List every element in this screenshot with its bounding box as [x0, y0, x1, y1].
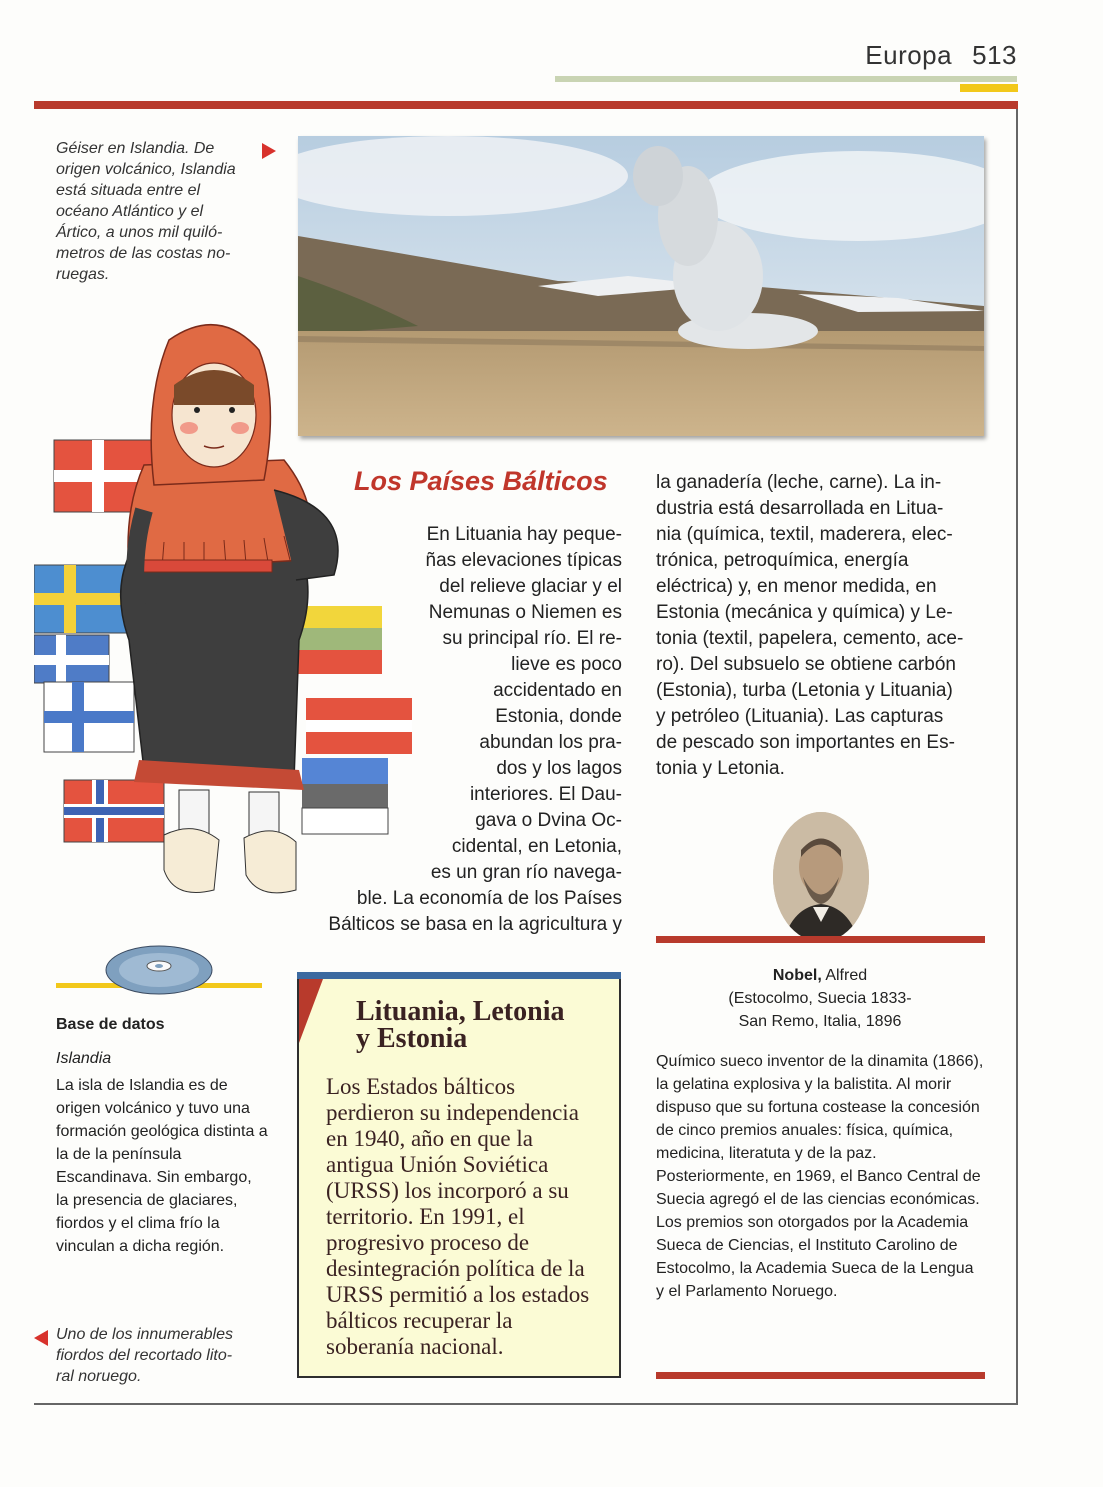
text-line: dos y los lagos — [496, 758, 622, 779]
text-line: cidental, en Letonia, — [451, 836, 622, 857]
geyser-caption — [56, 138, 266, 285]
text-line: trónica, petroquímica, energía — [656, 550, 909, 571]
text-line: interiores. El Dau- — [469, 784, 622, 805]
nobel-rule — [656, 936, 985, 943]
info-box-top-bar — [297, 972, 621, 979]
text-line: (Estonia), turba (Letonia y Lituania) — [656, 680, 953, 701]
caption-line: océano Atlántico y el — [56, 203, 204, 220]
text-line: Estonia, donde — [495, 706, 622, 727]
section-name: Europa — [865, 40, 953, 70]
database-title: Base de datos — [56, 1016, 165, 1033]
arrow-right-icon — [262, 143, 276, 159]
text-line: gava o Dvina Oc- — [475, 810, 622, 831]
cd-icon — [104, 944, 214, 996]
text-line: nia (química, textil, maderera, elec- — [656, 524, 953, 545]
caption-line: Uno de los innumerables — [56, 1326, 233, 1343]
baltic-text-bottom — [296, 886, 622, 938]
text-line: de pescado son importantes en Es- — [656, 732, 955, 753]
top-rule — [34, 101, 1018, 109]
text-line: ro). Del subsuelo se obtiene carbón — [656, 654, 956, 675]
caption-line: metros de las costas no- — [56, 245, 231, 262]
page-number: 513 — [972, 40, 1017, 70]
text-line: Nemunas o Niemen es — [428, 602, 622, 623]
nobel-bio-text: Químico sueco inventor de la dinamita (1866), la gelatina explosiva y la balistita. Al morir dispuso que su fortuna costease la concesión de cinco premios anuales: física, química, medicina, literatuta y de la paz. Posteriormente, en 1969, el Banco Central de Suecia agregó el de las ciencias económicas. Los premios son otorgados por la Academia Sueca de Ciencias, el Instituto Carolino de Estocolmo, la Academia Sueca de la Lengua y el Parlamento Noruego. — [656, 1053, 984, 1300]
box-title-line: y Estonia — [356, 1023, 468, 1054]
nobel-bottom-rule — [656, 1372, 985, 1379]
nobel-death: San Remo, Italia, 1896 — [738, 1013, 902, 1030]
text-line: su principal río. El re- — [442, 628, 622, 649]
sami-girl-illustration — [34, 310, 424, 920]
text-line: ñas elevaciones típicas — [425, 550, 622, 571]
text-line: Estonia (mecánica y química) y Le- — [656, 602, 953, 623]
nobel-heading — [656, 964, 984, 1033]
info-box-corner — [299, 979, 323, 1043]
text-line: accidentado en — [493, 680, 622, 701]
text-line: del relieve glaciar y el — [439, 576, 622, 597]
caption-line: ruegas. — [56, 266, 110, 283]
text-line: ble. La economía de los Países — [356, 888, 622, 909]
nobel-surname: Nobel, — [772, 967, 822, 984]
page-header — [865, 40, 1017, 71]
nobel-first-name: Alfred — [825, 967, 868, 984]
text-line: Bálticos se basa en la agricultura y — [328, 914, 622, 935]
caption-line: fiordos del recortado lito- — [56, 1347, 233, 1364]
database-subtitle: Islandia — [56, 1050, 112, 1067]
text-line: tonia (textil, papelera, cemento, ace- — [656, 628, 964, 649]
info-box-text: Los Estados bálticos perdieron su independencia en 1940, año en que la antigua Unión Soviética (URSS) los incorporó a su territorio. En 1991, el progresivo proceso de desintegración política de la URSS permitió a los estados bálticos recuperar la soberanía nacional. — [326, 1074, 590, 1359]
frame-right-line — [1016, 109, 1018, 1404]
fjord-caption — [56, 1324, 266, 1387]
section-title: Los Países Bálticos — [354, 466, 608, 496]
arrow-left-icon — [34, 1330, 48, 1346]
caption-line: Ártico, a unos mil quiló- — [56, 224, 223, 241]
text-line: eléctrica) y, en menor medida, en — [656, 576, 937, 597]
caption-line: ral noruego. — [56, 1368, 142, 1385]
caption-line: está situada entre el — [56, 182, 201, 199]
text-line: tonia y Letonia. — [656, 758, 785, 779]
caption-line: Géiser en Islandia. De — [56, 140, 215, 157]
nobel-portrait — [773, 812, 869, 942]
database-text: La isla de Islandia es de origen volcánico y tuvo una formación geológica distinta a la de la península Escandinava. Sin embargo, la presencia de glaciares, fiordos y el clima frío la vinculan a dicha región. — [56, 1077, 268, 1255]
baltic-text-left — [380, 522, 622, 886]
frame-bottom-line — [34, 1403, 1018, 1405]
text-line: abundan los pra- — [479, 732, 622, 753]
text-line: es un gran río navega- — [430, 862, 622, 883]
header-green-bar — [555, 76, 1017, 82]
nobel-birth: (Estocolmo, Suecia 1833- — [728, 990, 912, 1007]
info-box-title — [356, 998, 564, 1052]
box-title-line: Lituania, Letonia — [356, 996, 565, 1027]
text-line: la ganadería (leche, carne). La in- — [656, 472, 942, 493]
text-line: lieve es poco — [511, 654, 622, 675]
baltic-text-right — [656, 470, 984, 782]
nobel-name-line — [656, 964, 984, 987]
text-line: En Lituania hay peque- — [426, 524, 622, 545]
text-line: dustria está desarrollada en Litua- — [656, 498, 944, 519]
text-line: y petróleo (Lituania). Las capturas — [656, 706, 944, 727]
caption-line: origen volcánico, Islandia — [56, 161, 236, 178]
header-yellow-bar — [960, 84, 1018, 92]
